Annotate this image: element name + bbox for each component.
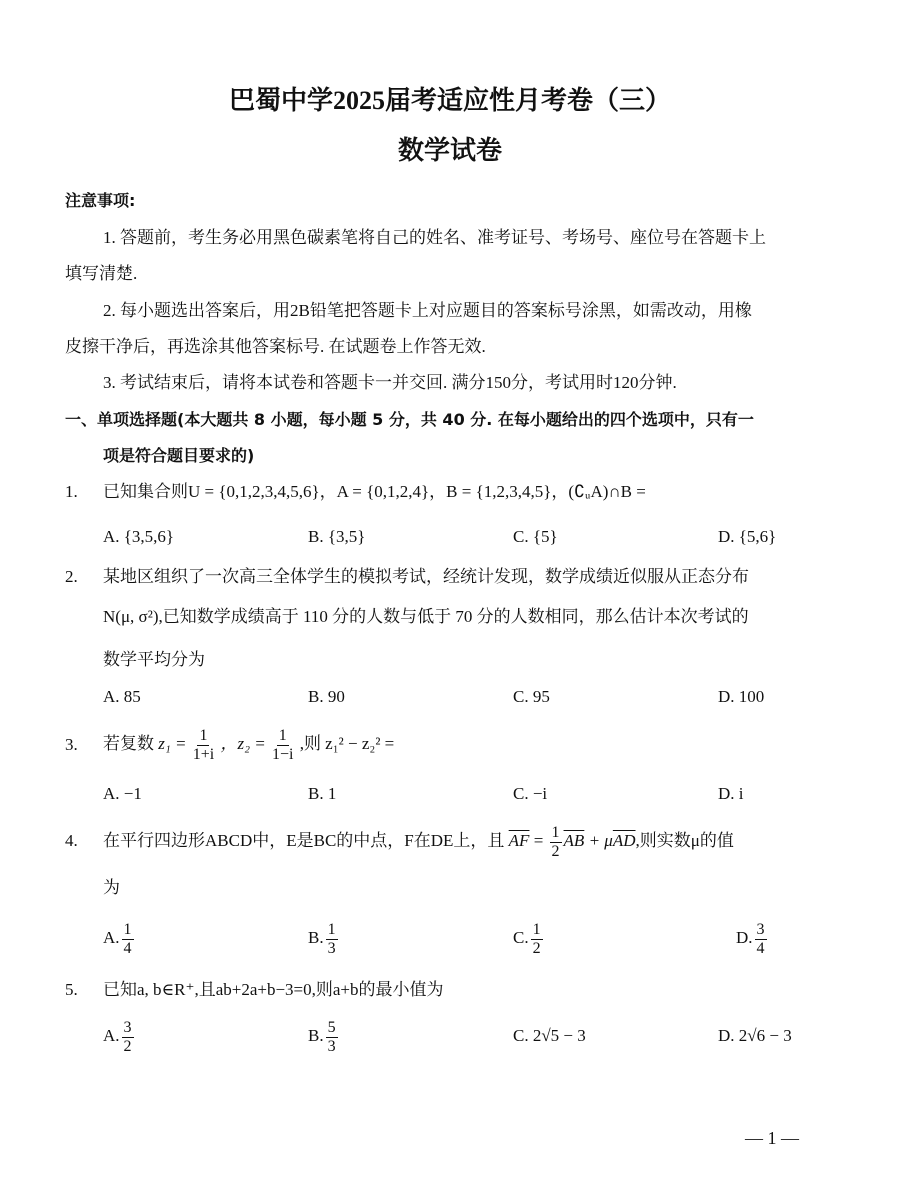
equals: = (529, 831, 548, 850)
option-b: B. 1 (308, 784, 337, 803)
option-c: C. {5} (513, 527, 558, 546)
question-3-stem (103, 722, 394, 766)
stem-text: 若复数 (103, 734, 154, 753)
fraction (550, 824, 562, 861)
option-label: C. (513, 928, 529, 947)
option-a: A. {3,5,6} (103, 527, 175, 546)
fraction (326, 921, 338, 958)
option-d: D. {5,6} (718, 527, 777, 546)
page-number: — 1 — (745, 1128, 799, 1148)
denominator: 1+i (192, 745, 215, 763)
exam-title: 巴蜀中学2025届考适应性月考卷（三） (228, 86, 671, 115)
question-number: 5. (65, 980, 78, 999)
note-1-cont: 填写清楚. (65, 264, 138, 283)
note-3: 3. 考试结束后，请将本试卷和答题卡一并交回. 满分150分，考试用时120分钟. (103, 373, 677, 392)
option-a (103, 918, 136, 958)
fraction (122, 1019, 134, 1056)
stem-text: ,则 z₁² − z₂² = (299, 734, 395, 753)
numerator: 1 (551, 823, 560, 841)
option-a (103, 1016, 136, 1056)
option-c: C. −i (513, 784, 548, 803)
fraction (122, 921, 134, 958)
question-5-stem: 已知a, b∈R⁺,且ab+2a+b−3=0,则a+b的最小值为 (103, 980, 444, 999)
option-b: B. {3,5} (308, 527, 366, 546)
option-b (308, 918, 340, 958)
denominator: 3 (327, 1037, 336, 1055)
stem-text: ,则实数μ的值 (635, 831, 734, 850)
plus-mu: + μ (584, 831, 613, 850)
vector-ad: $\overline{AD}$ (612, 831, 636, 850)
question-number: 3. (65, 735, 78, 754)
note-1: 1. 答题前，考生务必用黑色碳素笔将自己的姓名、准考证号、考场号、座位号在答题卡上 (103, 228, 766, 247)
z2-label: ，z₂ = (220, 734, 266, 753)
option-a: A. 85 (103, 687, 141, 706)
numerator: 1 (199, 726, 208, 744)
question-number: 1. (65, 482, 78, 501)
denominator: 2 (123, 1037, 132, 1055)
numerator: 1 (278, 726, 287, 744)
denominator: 4 (756, 939, 765, 957)
exam-subtitle: 数学试卷 (397, 136, 502, 165)
denominator: 3 (327, 939, 336, 957)
option-a: A. −1 (103, 784, 142, 803)
denominator: 1−i (271, 745, 294, 763)
option-d: D. 2√6 − 3 (718, 1026, 792, 1045)
option-b (308, 1016, 340, 1056)
question-1-stem: 已知集合则U = {0,1,2,3,4,5,6}，A = {0,1,2,4}，B = {1,2,3,4,5}，(∁ᵤA)∩B = (103, 482, 646, 501)
fraction (326, 1019, 338, 1056)
question-2-line-2: N(μ, σ²),已知数学成绩高于 110 分的人数与低于 70 分的人数相同，那么估计本次考试的 (103, 607, 749, 626)
section-heading-cont: 项是符合题目要求的) (103, 446, 255, 465)
denominator: 4 (123, 939, 132, 957)
numerator: 1 (532, 920, 541, 938)
question-4-line-2: 为 (103, 878, 120, 897)
vector-ab: $\overline{AB}$ (563, 831, 585, 850)
fraction (755, 921, 767, 958)
section-heading: 一、单项选择题(本大题共 8 小题，每小题 5 分，共 40 分. 在每小题给出的四个选项中，只有一 (65, 410, 754, 429)
option-label: D. (736, 928, 753, 947)
option-c: C. 2√5 − 3 (513, 1026, 586, 1045)
question-number: 4. (65, 831, 78, 850)
option-c: C. 95 (513, 687, 550, 706)
denominator: 2 (532, 939, 541, 957)
notes-heading: 注意事项: (65, 191, 136, 210)
option-label: B. (308, 1026, 324, 1045)
question-2-line-3: 数学平均分为 (103, 650, 205, 669)
note-2: 2. 每小题选出答案后，用2B铅笔把答题卡上对应题目的答案标号涂黑，如需改动，用橡 (103, 301, 752, 320)
numerator: 1 (123, 920, 132, 938)
note-2-cont: 皮擦干净后，再选涂其他答案标号. 在试题卷上作答无效. (65, 337, 486, 356)
option-d: D. i (718, 784, 744, 803)
option-d (736, 918, 769, 958)
question-4-stem (103, 818, 734, 864)
z1-label: z₁ = (158, 734, 187, 753)
question-2-line-1: 某地区组织了一次高三全体学生的模拟考试，经统计发现，数学成绩近似服从正态分布 (103, 567, 749, 586)
fraction (272, 727, 293, 764)
fraction (193, 727, 214, 764)
denominator: 2 (551, 842, 560, 860)
option-label: B. (308, 928, 324, 947)
option-b: B. 90 (308, 687, 345, 706)
stem-text: 在平行四边形ABCD中，E是BC的中点，F在DE上，且 (103, 831, 505, 850)
option-label: A. (103, 928, 120, 947)
option-label: A. (103, 1026, 120, 1045)
vector-af: $\overline{AF}$ (508, 831, 530, 850)
option-d: D. 100 (718, 687, 765, 706)
option-c (513, 918, 545, 958)
fraction (531, 921, 543, 958)
numerator: 1 (327, 920, 336, 938)
numerator: 3 (756, 920, 765, 938)
numerator: 3 (123, 1018, 132, 1036)
question-number: 2. (65, 567, 78, 586)
numerator: 5 (327, 1018, 336, 1036)
